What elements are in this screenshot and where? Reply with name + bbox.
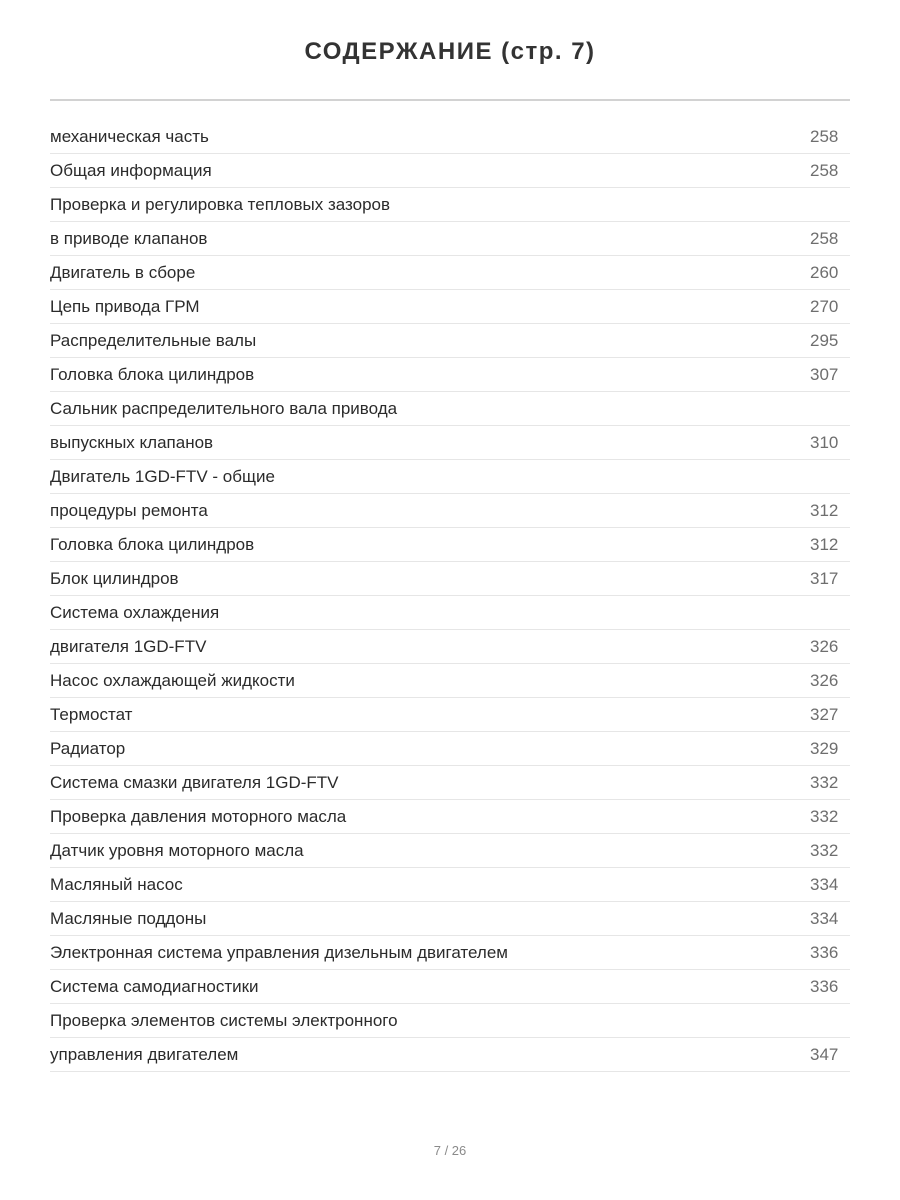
toc-entry-page-number: 336 (810, 943, 839, 962)
toc-entry-title: Головка блока цилиндров (50, 365, 255, 384)
toc-entry-title: механическая часть (50, 127, 209, 146)
toc-entry-title: Термостат (50, 705, 133, 724)
toc-entry[interactable] (50, 834, 850, 868)
toc-entry-page-number: 258 (810, 127, 839, 146)
toc-entry[interactable] (50, 596, 850, 630)
page-indicator: 7 / 26 (433, 1143, 467, 1158)
toc-entry-page-number: 312 (810, 535, 839, 554)
toc-entry[interactable] (50, 732, 850, 766)
toc-entry-page-number: 317 (810, 569, 839, 588)
toc-entry-title: выпускных клапанов (50, 433, 214, 452)
toc-entry-title: Насос охлаждающей жидкости (50, 671, 295, 690)
toc-entry-page-number: 307 (810, 365, 839, 384)
toc-entry-page-number: 295 (810, 331, 839, 350)
toc-entry[interactable] (50, 868, 850, 902)
toc-entry[interactable] (50, 1038, 850, 1072)
toc-entry-page-number: 329 (810, 739, 839, 758)
toc-entry-page-number: 258 (810, 229, 839, 248)
toc-entry-title: Блок цилиндров (50, 569, 179, 588)
toc-entry[interactable] (50, 324, 850, 358)
toc-entry[interactable] (50, 1004, 850, 1038)
table-of-contents (50, 120, 850, 1072)
toc-entry-page-number: 260 (810, 263, 839, 282)
toc-entry-title: Двигатель в сборе (50, 263, 196, 282)
toc-entry[interactable] (50, 800, 850, 834)
toc-entry[interactable] (50, 358, 850, 392)
toc-entry-title: Система охлаждения (50, 603, 220, 622)
toc-entry[interactable] (50, 528, 850, 562)
toc-entry-title: Масляные поддоны (50, 909, 207, 928)
title-divider (50, 99, 850, 101)
toc-entry-title: Система смазки двигателя 1GD-FTV (50, 773, 339, 792)
toc-entry-title: Электронная система управления дизельным двигателем (50, 943, 508, 962)
toc-entry[interactable] (50, 664, 850, 698)
toc-entry-page-number: 347 (810, 1045, 839, 1064)
toc-entry-page-number: 258 (810, 161, 839, 180)
toc-entry[interactable] (50, 188, 850, 222)
toc-entry-page-number: 332 (810, 841, 839, 860)
page-title: СОДЕРЖАНИЕ (стр. 7) (304, 38, 596, 65)
toc-entry-title: Датчик уровня моторного масла (50, 841, 304, 860)
toc-entry-page-number: 332 (810, 807, 839, 826)
toc-entry-title: Распределительные валы (50, 331, 257, 350)
toc-entry[interactable] (50, 154, 850, 188)
toc-entry[interactable] (50, 290, 850, 324)
toc-entry-page-number: 334 (810, 909, 839, 928)
toc-entry[interactable] (50, 766, 850, 800)
toc-entry-title: Система самодиагностики (50, 977, 259, 996)
toc-entry[interactable] (50, 494, 850, 528)
toc-entry[interactable] (50, 630, 850, 664)
toc-entry-title: процедуры ремонта (50, 501, 208, 520)
toc-entry-title: Цепь привода ГРМ (50, 297, 200, 316)
toc-entry-title: Общая информация (50, 161, 212, 180)
toc-entry-title: управления двигателем (50, 1045, 239, 1064)
toc-entry-page-number: 326 (810, 637, 839, 656)
toc-entry-page-number: 312 (810, 501, 839, 520)
toc-entry-page-number: 336 (810, 977, 839, 996)
toc-entry-page-number: 310 (810, 433, 839, 452)
toc-entry[interactable] (50, 460, 850, 494)
toc-entry-page-number: 326 (810, 671, 839, 690)
toc-entry[interactable] (50, 392, 850, 426)
toc-entry[interactable] (50, 970, 850, 1004)
toc-entry-title: Проверка давления моторного масла (50, 807, 347, 826)
toc-entry-title: в приводе клапанов (50, 229, 208, 248)
toc-entry[interactable] (50, 698, 850, 732)
toc-entry-page-number: 334 (810, 875, 839, 894)
toc-entry-title: Проверка элементов системы электронного (50, 1011, 398, 1030)
toc-entry[interactable] (50, 120, 850, 154)
toc-entry[interactable] (50, 562, 850, 596)
toc-entry[interactable] (50, 256, 850, 290)
toc-entry[interactable] (50, 222, 850, 256)
toc-entry[interactable] (50, 426, 850, 460)
toc-entry[interactable] (50, 902, 850, 936)
toc-entry-title: Двигатель 1GD-FTV - общие (50, 467, 275, 486)
toc-entry-page-number: 332 (810, 773, 839, 792)
toc-entry-title: двигателя 1GD-FTV (50, 637, 207, 656)
toc-entry[interactable] (50, 936, 850, 970)
toc-entry-title: Сальник распределительного вала привода (50, 399, 398, 418)
toc-entry-page-number: 270 (810, 297, 839, 316)
toc-entry-page-number: 327 (810, 705, 839, 724)
toc-entry-title: Радиатор (50, 739, 126, 758)
toc-entry-title: Масляный насос (50, 875, 183, 894)
toc-entry-title: Проверка и регулировка тепловых зазоров (50, 195, 391, 214)
toc-entry-title: Головка блока цилиндров (50, 535, 255, 554)
